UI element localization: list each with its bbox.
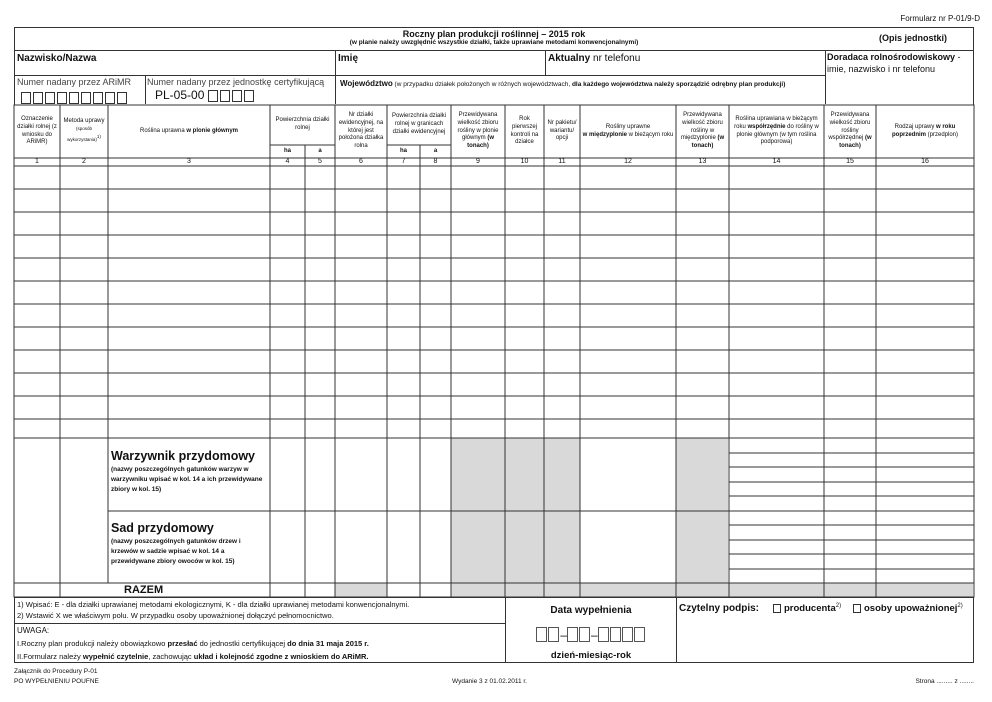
opis-jednostki: (Opis jednostki) (878, 33, 947, 43)
footnote-2: 2) Wstawić X we właściwym polu. W przypadku osoby upoważnionej dołączyć pełnomocnictwo. (17, 611, 334, 620)
signature-option-upowazniony[interactable]: osoby upoważnionej$^{2)}$ (853, 603, 963, 614)
wydanie: Wydanie 3 z 01.02.2011 r. (452, 678, 527, 685)
telefon-label: Aktualny nr telefonu (548, 53, 641, 64)
footnote-1: 1) Wpisać: E - dla działki uprawianej metodami ekologicznymi, K - dla działki uprawianej metodami konwencjonalnymi. (17, 600, 410, 609)
col-header-1: Oznaczenie działki rolnej (z wniosku do ARiMR) (17, 115, 57, 146)
col-header-ha-2: ha (399, 147, 407, 154)
uwaga-1: I.Roczny plan produkcji należy obowiązkowo przesłać do jednostki certyfikującej do dnia 31 maja 2015 r. (17, 639, 369, 648)
uwaga-label: UWAGA: (17, 626, 50, 635)
col-header-3: Roślina uprawna w plonie głównym (139, 127, 239, 134)
sad-note: (nazwy poszczególnych gatunków drzew i krzewów w sadzie wpisać w kol. 14 a przewidywane zbiory owoców w kol. 15) (111, 538, 241, 566)
nazwisko-label: Nazwisko/Nazwa (17, 53, 97, 64)
col-header-6: Nr działki ewidencyjnej, na której jest położona działka rolna (338, 112, 384, 150)
col-number: 12 (624, 158, 632, 166)
footer-block (14, 597, 974, 663)
signature-label: Czytelny podpis: (679, 603, 760, 614)
sad-title: Sad przydomowy (111, 521, 214, 535)
col-header-13: Przewidywana wielkość zbioru rośliny w międzyplonie (w tonach) (680, 112, 725, 150)
doradca-label: Doradaca rolnośrodowiskowy - (827, 52, 961, 62)
page-subtitle: (w planie należy uwzględnić wszystkie działki, także uprawiane metodami konwencjonalnymi) (349, 39, 639, 46)
razem-label: RAZEM (124, 584, 164, 596)
col-number: 5 (318, 158, 322, 166)
col-number: 8 (433, 158, 438, 166)
col-number: 7 (401, 158, 406, 166)
strona: Strona ......... z ........ (915, 678, 974, 685)
warzywnik-note: (nazwy poszczególnych gatunków warzyw w warzywniku wpisać w kol. 14 a ich przewidywane zbiory w kol. 15) (111, 466, 263, 494)
col-number: 2 (82, 158, 86, 166)
date-format: dzień-miesiąc-rok (550, 650, 632, 661)
col-header-7-8: Powierzchnia działki rolnej w granicach działki ewidencyjnej (391, 113, 447, 135)
col-header-15: Przewidywana wielkość zbioru rośliny współrzędnej (w tonach) (828, 112, 872, 150)
warzywnik-section (111, 449, 267, 495)
col-header-4-5: Powierzchnia działki rolnej (275, 117, 330, 131)
wojewodztwo-label[interactable]: Województwo (w przypadku działek położonych w różnych województwach, dla każdego województwa należy sporządzić odrębny plan produkcji) (340, 79, 786, 88)
cert-label: Numer nadany przez jednostkę certyfikującą (147, 77, 325, 87)
col-header-a-2: a (433, 147, 438, 154)
date-label: Data wypełnienia (550, 605, 632, 616)
page-title: Roczny plan produkcji roślinnej – 2015 rok (402, 29, 586, 39)
col-number: 9 (476, 158, 480, 166)
col-header-2: Metoda uprawy (sposób wykorzystania)$^{1)}$ (63, 118, 105, 142)
sad-section (111, 521, 267, 567)
signature-option-producent[interactable]: producenta$^{2)}$ (773, 603, 841, 614)
col-number: 3 (187, 158, 191, 166)
poufne: PO WYPEŁNIENIU POUFNE (14, 678, 99, 685)
date-input-boxes[interactable]: – – (506, 626, 676, 644)
checkbox-icon[interactable] (773, 604, 781, 613)
col-header-a: a (318, 147, 322, 154)
col-number: 13 (698, 158, 707, 166)
col-header-10: Rok pierwszej kontroli na działce (510, 115, 539, 146)
col-number: 6 (359, 158, 363, 166)
form-number: Formularz nr P-01/9-D (900, 14, 980, 23)
col-number: 10 (520, 158, 529, 166)
cert-number[interactable]: PL-05-00 (155, 88, 256, 102)
zalacznik: Załącznik do Procedury P-01 (14, 668, 98, 675)
col-header-ha: ha (283, 147, 291, 154)
col-number: 11 (558, 158, 566, 166)
col-number: 15 (846, 158, 854, 166)
checkbox-icon[interactable] (853, 604, 861, 613)
arimr-label: Numer nadany przez ARiMR (17, 77, 132, 87)
col-header-12: Rośliny uprawne w międzyplonie w bieżącym roku (582, 123, 674, 138)
col-number: 16 (921, 158, 929, 166)
doradca-sub: imie, nazwisko i nr telefonu (827, 64, 936, 74)
col-header-16: Rodzaj uprawy w roku poprzednim (przedplon) (891, 123, 958, 138)
warzywnik-title: Warzywnik przydomowy (111, 449, 256, 463)
imie-label: Imię (338, 53, 359, 64)
uwaga-2: II.Formularz należy wypełnić czytelnie, zachowując układ i kolejność zgodne z wnioskiem do ARiMR. (17, 652, 369, 661)
col-number: 14 (772, 158, 781, 166)
col-header-14: Roślina uprawiana w bieżącym roku współrzędnie do rośliny w plonie głównym (w tym roślina podporowa) (734, 115, 819, 146)
col-header-9: Przewidywana wielkość zbioru rośliny w plonie głównym (w tonach) (457, 112, 499, 150)
col-number: 1 (35, 158, 39, 166)
col-header-11: Nr pakietu/ wariantu/ opcji (547, 119, 577, 142)
col-number: 4 (285, 158, 290, 166)
